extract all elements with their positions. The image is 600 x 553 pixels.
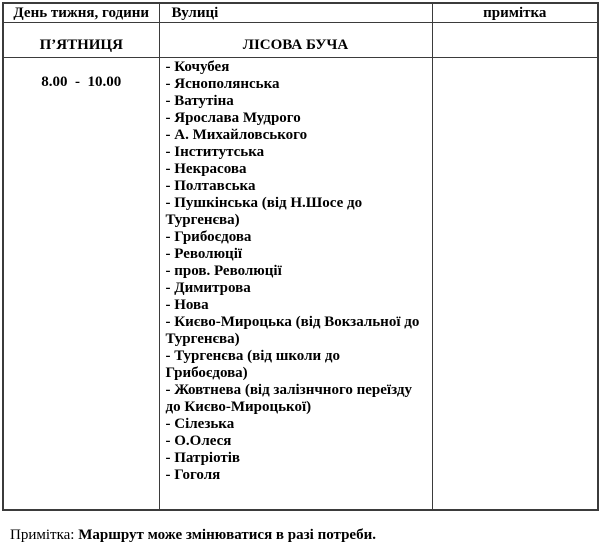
street-line: - Гоголя	[165, 467, 221, 483]
footnote	[10, 527, 376, 544]
header-note: примітка	[432, 3, 598, 23]
streets-list-cell	[159, 58, 432, 510]
street-line: - Полтавська	[165, 178, 256, 194]
day-cell: П’ЯТНИЦЯ	[3, 23, 159, 58]
street-line: - Пушкінська (від Н.Шосе до Тургенєва)	[165, 195, 363, 228]
street-line: - Ярослава Мудрого	[165, 110, 301, 126]
location-cell: ЛІСОВА БУЧА	[159, 23, 432, 58]
footnote-text: Маршрут може змінюватися в разі потреби.	[78, 527, 376, 543]
street-line: - Димитрова	[165, 280, 251, 296]
time-range-cell: 8.00 - 10.00	[3, 58, 159, 510]
street-line: - Сілезька	[165, 416, 235, 432]
day-location-row	[3, 23, 598, 58]
header-streets: Вулиці	[159, 3, 432, 23]
table-header-row	[3, 3, 598, 23]
street-line: - Нова	[165, 297, 209, 313]
footnote-label: Примітка:	[10, 527, 79, 543]
street-line: - Ватутіна	[165, 93, 234, 109]
header-day-hours: День тижня, години	[3, 3, 159, 23]
street-line: - Кочубея	[165, 59, 230, 75]
street-line: - Тургенєва (від школи до Грибоєдова)	[165, 348, 340, 381]
street-line: - Жовтнева (від залізнчного переїзду до Києво-Мироцької)	[165, 382, 412, 415]
street-line: - Києво-Мироцька (від Вокзальної до Тургенєва)	[165, 314, 420, 347]
street-line: - Грибоєдова	[165, 229, 252, 245]
street-line: - А. Михайловського	[165, 127, 308, 143]
street-line: - Революції	[165, 246, 243, 262]
schedule-table	[2, 2, 599, 511]
schedule-row	[3, 58, 598, 510]
schedule-note-cell	[432, 58, 598, 510]
street-line: - Інститутська	[165, 144, 265, 160]
street-line: - Некрасова	[165, 161, 247, 177]
day-note-cell	[432, 23, 598, 58]
street-line: - Патріотів	[165, 450, 241, 466]
street-line: - О.Олеся	[165, 433, 232, 449]
street-line: - пров. Революції	[165, 263, 282, 279]
street-line: - Яснополянська	[165, 76, 280, 92]
